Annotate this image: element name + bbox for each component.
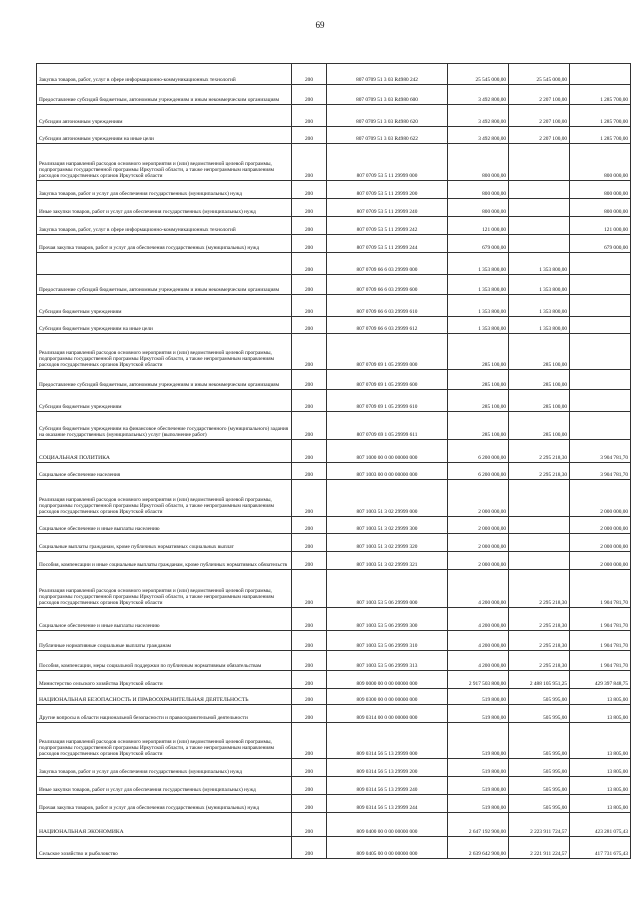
table-row [37, 85, 631, 105]
row-name: Субсидии бюджетным учреждениям на иные цели [37, 317, 292, 334]
row-amount-regional: 1 904 781,70 [570, 608, 631, 631]
row-name: Реализация направлений расходов основного мероприятия и (или) ведомственной целевой программы, подпрограммы государственной программы Иркутской области, а также непрограммным направлениям расходов государственных органов Иркутской области [37, 144, 292, 181]
row-classification-code: 807 0709 69 1 05 29999 610 [327, 390, 448, 412]
row-ved-code: 200 [292, 689, 327, 705]
row-ved-code: 200 [292, 235, 327, 253]
row-amount-regional: 121 000,00 [570, 217, 631, 235]
row-amount-total: 1 353 800,00 [448, 295, 509, 317]
row-classification-code: 809 0314 56 5 13 29999 240 [327, 777, 448, 795]
table-row [37, 181, 631, 199]
row-amount-federal: 1 353 800,00 [509, 317, 570, 334]
table-row [37, 777, 631, 795]
row-amount-regional: 13 805,00 [570, 795, 631, 813]
row-amount-regional: 800 000,00 [570, 144, 631, 181]
table-row [37, 217, 631, 235]
table-row [37, 127, 631, 144]
row-amount-federal: 2 488 105 951,25 [509, 671, 570, 689]
row-classification-code: 809 0000 00 0 00 00000 000 [327, 671, 448, 689]
row-amount-regional [570, 412, 631, 440]
row-name: Сельское хозяйство и рыболовство [37, 837, 292, 859]
table-row [37, 463, 631, 480]
row-classification-code: 807 0709 51 3 03 R4980 600 [327, 85, 448, 105]
row-ved-code: 200 [292, 144, 327, 181]
table-row [37, 275, 631, 295]
row-amount-regional: 13 805,00 [570, 689, 631, 705]
row-name: Реализация направлений расходов основного мероприятия и (или) ведомственной целевой программы, подпрограммы государственной программы Иркутской области, а также непрограммным направлениям расходов государственных органов Иркутской области [37, 334, 292, 370]
row-amount-federal [509, 235, 570, 253]
table-row [37, 689, 631, 705]
table-row [37, 570, 631, 608]
row-ved-code: 200 [292, 105, 327, 127]
table-row [37, 534, 631, 552]
table-row [37, 671, 631, 689]
row-ved-code: 200 [292, 317, 327, 334]
row-ved-code: 200 [292, 813, 327, 837]
row-name: Реализация направлений расходов основного мероприятия и (или) ведомственной целевой программы, подпрограммы государственной программы Иркутской области, а также непрограммным направлениям расходов государственных органов Иркутской области [37, 723, 292, 759]
row-classification-code: 809 0314 00 0 00 00000 000 [327, 705, 448, 723]
row-amount-total: 2 000 000,00 [448, 534, 509, 552]
row-amount-federal: 25 545 000,00 [509, 64, 570, 85]
row-classification-code: 809 0405 00 0 00 00000 000 [327, 837, 448, 859]
row-classification-code: 807 0709 53 5 11 29999 242 [327, 217, 448, 235]
row-amount-regional: 417 731 675,43 [570, 837, 631, 859]
row-name: Публичные нормативные социальные выплаты гражданам [37, 631, 292, 651]
row-amount-total: 800 000,00 [448, 144, 509, 181]
row-amount-regional: 3 904 781,70 [570, 463, 631, 480]
row-name: Социальное обеспечение и иные выплаты населению [37, 608, 292, 631]
row-ved-code: 200 [292, 85, 327, 105]
row-ved-code: 200 [292, 390, 327, 412]
row-amount-total: 6 200 000,00 [448, 440, 509, 463]
row-name: Прочая закупка товаров, работ и услуг для обеспечения государственных (муниципальных) нужд [37, 235, 292, 253]
row-ved-code: 200 [292, 759, 327, 777]
row-amount-total: 2 639 642 900,00 [448, 837, 509, 859]
row-name: Предоставление субсидий бюджетным, автономным учреждениям и иным некоммерческим организациям [37, 275, 292, 295]
row-amount-regional: 2 000 000,00 [570, 552, 631, 570]
row-classification-code: 807 0709 53 5 11 29999 200 [327, 181, 448, 199]
row-amount-federal [509, 199, 570, 217]
budget-table [36, 63, 631, 859]
row-amount-federal [509, 217, 570, 235]
row-amount-federal: 505 995,00 [509, 723, 570, 759]
row-amount-total: 3 492 800,00 [448, 105, 509, 127]
row-amount-regional: 429 397 848,75 [570, 671, 631, 689]
row-name [37, 253, 292, 275]
row-amount-total: 4 200 000,00 [448, 608, 509, 631]
row-amount-total: 2 917 503 800,00 [448, 671, 509, 689]
row-amount-federal [509, 517, 570, 534]
row-amount-total: 6 200 000,00 [448, 463, 509, 480]
row-amount-federal: 2 221 911 224,57 [509, 837, 570, 859]
row-name: Субсидии бюджетным учреждениям [37, 390, 292, 412]
row-amount-federal: 2 295 218,30 [509, 463, 570, 480]
row-name: СОЦИАЛЬНАЯ ПОЛИТИКА [37, 440, 292, 463]
table-row [37, 795, 631, 813]
row-classification-code: 809 0314 56 5 13 29999 200 [327, 759, 448, 777]
table-row [37, 440, 631, 463]
row-name: Социальное обеспечение населения [37, 463, 292, 480]
row-amount-total: 2 647 192 900,00 [448, 813, 509, 837]
row-ved-code: 200 [292, 275, 327, 295]
row-amount-regional: 800 000,00 [570, 199, 631, 217]
row-amount-total: 519 800,00 [448, 777, 509, 795]
row-amount-regional: 1 285 700,00 [570, 127, 631, 144]
row-ved-code: 200 [292, 127, 327, 144]
row-ved-code: 200 [292, 253, 327, 275]
row-amount-federal [509, 552, 570, 570]
row-ved-code: 200 [292, 631, 327, 651]
row-classification-code: 809 0314 56 5 13 29999 244 [327, 795, 448, 813]
row-amount-regional: 1 904 781,70 [570, 570, 631, 608]
row-amount-federal [509, 480, 570, 517]
table-row [37, 552, 631, 570]
row-ved-code: 200 [292, 295, 327, 317]
row-ved-code: 200 [292, 64, 327, 85]
row-amount-total: 4 200 000,00 [448, 631, 509, 651]
row-name: Предоставление субсидий бюджетным, автономным учреждениям и иным некоммерческим организациям [37, 85, 292, 105]
row-amount-regional: 2 000 000,00 [570, 517, 631, 534]
row-amount-regional: 423 281 075,43 [570, 813, 631, 837]
row-amount-federal: 505 995,00 [509, 689, 570, 705]
row-ved-code: 200 [292, 651, 327, 671]
row-amount-regional: 3 904 781,70 [570, 440, 631, 463]
row-classification-code: 807 0709 69 1 05 29999 600 [327, 370, 448, 390]
row-amount-federal: 2 295 218,30 [509, 440, 570, 463]
row-amount-total: 121 000,00 [448, 217, 509, 235]
row-amount-federal: 2 207 100,00 [509, 105, 570, 127]
row-amount-regional [570, 64, 631, 85]
row-amount-regional: 13 805,00 [570, 759, 631, 777]
row-amount-federal: 2 207 100,00 [509, 127, 570, 144]
row-classification-code: 807 0709 69 1 05 29999 611 [327, 412, 448, 440]
row-amount-federal: 2 223 911 724,57 [509, 813, 570, 837]
row-name: Субсидии автономным учреждениям [37, 105, 292, 127]
row-amount-total: 285 100,00 [448, 390, 509, 412]
row-amount-total: 800 000,00 [448, 199, 509, 217]
row-name: Реализация направлений расходов основного мероприятия и (или) ведомственной целевой программы, подпрограммы государственной программы Иркутской области, а также непрограммным направлениям расходов государственных органов Иркутской области [37, 480, 292, 517]
row-classification-code: 807 1003 53 5 06 29999 300 [327, 608, 448, 631]
row-amount-regional: 13 805,00 [570, 723, 631, 759]
row-amount-total: 1 353 800,00 [448, 253, 509, 275]
table-row [37, 837, 631, 859]
row-ved-code: 200 [292, 705, 327, 723]
row-ved-code: 200 [292, 480, 327, 517]
row-name: Иные закупки товаров, работ и услуг для обеспечения государственных (муниципальных) нужд [37, 777, 292, 795]
table-row [37, 370, 631, 390]
row-amount-total: 3 492 800,00 [448, 85, 509, 105]
row-name: Предоставление субсидий бюджетным, автономным учреждениям и иным некоммерческим организациям [37, 370, 292, 390]
row-amount-federal: 2 295 218,30 [509, 651, 570, 671]
page-number: 69 [315, 20, 325, 30]
row-amount-total: 285 100,00 [448, 370, 509, 390]
row-classification-code: 807 0709 66 6 03 29999 000 [327, 253, 448, 275]
row-amount-total: 519 800,00 [448, 689, 509, 705]
row-name: НАЦИОНАЛЬНАЯ ЭКОНОМИКА [37, 813, 292, 837]
row-classification-code: 807 0709 69 1 05 29999 000 [327, 334, 448, 370]
row-amount-regional: 1 285 700,00 [570, 85, 631, 105]
row-amount-total: 519 800,00 [448, 723, 509, 759]
row-amount-regional: 13 805,00 [570, 705, 631, 723]
row-amount-total: 519 800,00 [448, 705, 509, 723]
row-amount-federal [509, 534, 570, 552]
row-classification-code: 807 0709 53 5 11 29999 240 [327, 199, 448, 217]
row-name: Субсидии бюджетным учреждениям [37, 295, 292, 317]
row-classification-code: 807 0709 51 3 03 R4980 620 [327, 105, 448, 127]
row-classification-code: 807 1003 53 5 06 29999 310 [327, 631, 448, 651]
row-amount-federal: 285 100,00 [509, 390, 570, 412]
row-ved-code: 200 [292, 181, 327, 199]
row-amount-regional: 2 000 000,00 [570, 480, 631, 517]
row-classification-code: 807 0709 53 5 11 29999 000 [327, 144, 448, 181]
table-row [37, 253, 631, 275]
row-name: Иные закупки товаров, работ и услуг для обеспечения государственных (муниципальных) нужд [37, 199, 292, 217]
row-amount-federal: 2 295 218,30 [509, 608, 570, 631]
row-classification-code: 807 1003 51 3 02 29999 300 [327, 517, 448, 534]
row-classification-code: 807 0709 66 6 03 29999 600 [327, 275, 448, 295]
row-name: Социальные выплаты гражданам, кроме публичных нормативных социальных выплат [37, 534, 292, 552]
row-amount-federal: 2 295 218,30 [509, 631, 570, 651]
table-row [37, 651, 631, 671]
row-amount-federal: 505 995,00 [509, 759, 570, 777]
row-classification-code: 807 1003 00 0 00 00000 000 [327, 463, 448, 480]
row-classification-code: 807 0709 66 6 03 29999 612 [327, 317, 448, 334]
table-row [37, 144, 631, 181]
row-ved-code: 200 [292, 517, 327, 534]
row-ved-code: 200 [292, 795, 327, 813]
row-name: Прочая закупка товаров, работ и услуг для обеспечения государственных (муниципальных) нужд [37, 795, 292, 813]
row-amount-regional [570, 275, 631, 295]
row-amount-regional: 2 000 000,00 [570, 534, 631, 552]
row-name: Субсидии автономным учреждениям на иные цели [37, 127, 292, 144]
row-name: Другие вопросы в области национальной безопасности и правоохранительной деятельности [37, 705, 292, 723]
row-classification-code: 807 0709 66 6 03 29999 610 [327, 295, 448, 317]
row-name: Субсидии бюджетным учреждениям на финансовое обеспечение государственного (муниципального) задания на оказание государственных (муниципальных) услуг (выполнение работ) [37, 412, 292, 440]
row-amount-federal: 285 100,00 [509, 412, 570, 440]
row-name: Социальное обеспечение и иные выплаты населению [37, 517, 292, 534]
row-ved-code: 200 [292, 837, 327, 859]
row-name: Министерство сельского хозяйства Иркутской области [37, 671, 292, 689]
row-amount-total: 2 000 000,00 [448, 552, 509, 570]
row-ved-code: 200 [292, 552, 327, 570]
row-amount-federal: 505 995,00 [509, 777, 570, 795]
row-amount-regional [570, 295, 631, 317]
table-row [37, 759, 631, 777]
row-classification-code: 807 1003 53 5 06 29999 000 [327, 570, 448, 608]
row-amount-federal: 2 295 218,30 [509, 570, 570, 608]
row-name: Закупка товаров, работ, услуг в сфере информационно-коммуникационных технологий [37, 64, 292, 85]
row-amount-regional: 800 000,00 [570, 181, 631, 199]
table-row [37, 412, 631, 440]
row-ved-code: 200 [292, 412, 327, 440]
row-ved-code: 200 [292, 370, 327, 390]
row-amount-total: 2 000 000,00 [448, 480, 509, 517]
table-row [37, 295, 631, 317]
table-row [37, 317, 631, 334]
table-row [37, 705, 631, 723]
row-amount-total: 519 800,00 [448, 795, 509, 813]
row-ved-code: 200 [292, 440, 327, 463]
row-amount-total: 679 000,00 [448, 235, 509, 253]
row-amount-federal: 1 353 800,00 [509, 275, 570, 295]
row-amount-total: 4 200 000,00 [448, 570, 509, 608]
row-amount-regional [570, 253, 631, 275]
budget-table-body [37, 64, 631, 859]
row-ved-code: 200 [292, 534, 327, 552]
row-amount-federal: 1 353 800,00 [509, 253, 570, 275]
row-name: Закупка товаров, работ и услуг для обеспечения государственных (муниципальных) нужд [37, 759, 292, 777]
row-classification-code: 809 0300 00 0 00 00000 000 [327, 689, 448, 705]
row-amount-regional: 1 904 781,70 [570, 631, 631, 651]
row-classification-code: 807 1003 51 3 02 29999 321 [327, 552, 448, 570]
row-ved-code: 200 [292, 199, 327, 217]
row-amount-total: 1 353 800,00 [448, 317, 509, 334]
table-row [37, 235, 631, 253]
row-amount-regional: 1 904 781,70 [570, 651, 631, 671]
row-amount-total: 800 000,00 [448, 181, 509, 199]
row-name: Закупка товаров, работ и услуг для обеспечения государственных (муниципальных) нужд [37, 181, 292, 199]
row-amount-federal: 285 100,00 [509, 370, 570, 390]
row-ved-code: 200 [292, 671, 327, 689]
row-amount-federal [509, 144, 570, 181]
row-amount-total: 1 353 800,00 [448, 275, 509, 295]
row-amount-regional [570, 317, 631, 334]
row-classification-code: 807 0709 53 5 11 29999 244 [327, 235, 448, 253]
row-amount-total: 285 100,00 [448, 334, 509, 370]
row-classification-code: 809 0314 56 5 13 29999 000 [327, 723, 448, 759]
table-row [37, 105, 631, 127]
table-row [37, 334, 631, 370]
row-amount-federal [509, 181, 570, 199]
row-amount-regional [570, 370, 631, 390]
row-amount-total: 519 800,00 [448, 759, 509, 777]
row-name: Реализация направлений расходов основного мероприятия и (или) ведомственной целевой программы, подпрограммы государственной программы Иркутской области, а также непрограммным направлениям расходов государственных органов Иркутской области [37, 570, 292, 608]
row-ved-code: 200 [292, 217, 327, 235]
row-amount-regional: 13 805,00 [570, 777, 631, 795]
row-amount-regional [570, 390, 631, 412]
table-row [37, 517, 631, 534]
row-amount-federal: 505 995,00 [509, 705, 570, 723]
row-amount-federal: 1 353 800,00 [509, 295, 570, 317]
table-row [37, 64, 631, 85]
row-amount-federal: 505 995,00 [509, 795, 570, 813]
row-name: НАЦИОНАЛЬНАЯ БЕЗОПАСНОСТЬ И ПРАВООХРАНИТЕЛЬНАЯ ДЕЯТЕЛЬНОСТЬ [37, 689, 292, 705]
table-row [37, 813, 631, 837]
row-ved-code: 200 [292, 777, 327, 795]
row-classification-code: 807 1003 51 3 02 29999 320 [327, 534, 448, 552]
row-amount-total: 25 545 000,00 [448, 64, 509, 85]
table-row [37, 390, 631, 412]
row-ved-code: 200 [292, 608, 327, 631]
table-row [37, 199, 631, 217]
row-amount-federal: 2 207 100,00 [509, 85, 570, 105]
row-classification-code: 807 1003 51 3 02 29999 000 [327, 480, 448, 517]
table-row [37, 631, 631, 651]
row-ved-code: 200 [292, 723, 327, 759]
row-amount-total: 285 100,00 [448, 412, 509, 440]
row-ved-code: 200 [292, 334, 327, 370]
row-amount-regional: 1 285 700,00 [570, 105, 631, 127]
row-amount-total: 3 492 800,00 [448, 127, 509, 144]
row-amount-regional: 679 000,00 [570, 235, 631, 253]
row-classification-code: 807 0709 51 3 03 R4980 242 [327, 64, 448, 85]
row-name: Пособия, компенсации и иные социальные выплаты гражданам, кроме публичных нормативных обязательств [37, 552, 292, 570]
row-name: Закупка товаров, работ, услуг в сфере информационно-коммуникационных технологий [37, 217, 292, 235]
row-ved-code: 200 [292, 463, 327, 480]
table-row [37, 480, 631, 517]
row-classification-code: 807 0709 51 3 03 R4980 622 [327, 127, 448, 144]
row-name: Пособия, компенсации, меры социальной поддержки по публичным нормативным обязательствам [37, 651, 292, 671]
row-classification-code: 807 1003 53 5 06 29999 313 [327, 651, 448, 671]
row-amount-total: 4 200 000,00 [448, 651, 509, 671]
row-classification-code: 807 1000 00 0 00 00000 000 [327, 440, 448, 463]
row-classification-code: 809 0400 00 0 00 00000 000 [327, 813, 448, 837]
table-row [37, 608, 631, 631]
table-row [37, 723, 631, 759]
row-amount-total: 2 000 000,00 [448, 517, 509, 534]
row-ved-code: 200 [292, 570, 327, 608]
row-amount-federal: 285 100,00 [509, 334, 570, 370]
row-amount-regional [570, 334, 631, 370]
